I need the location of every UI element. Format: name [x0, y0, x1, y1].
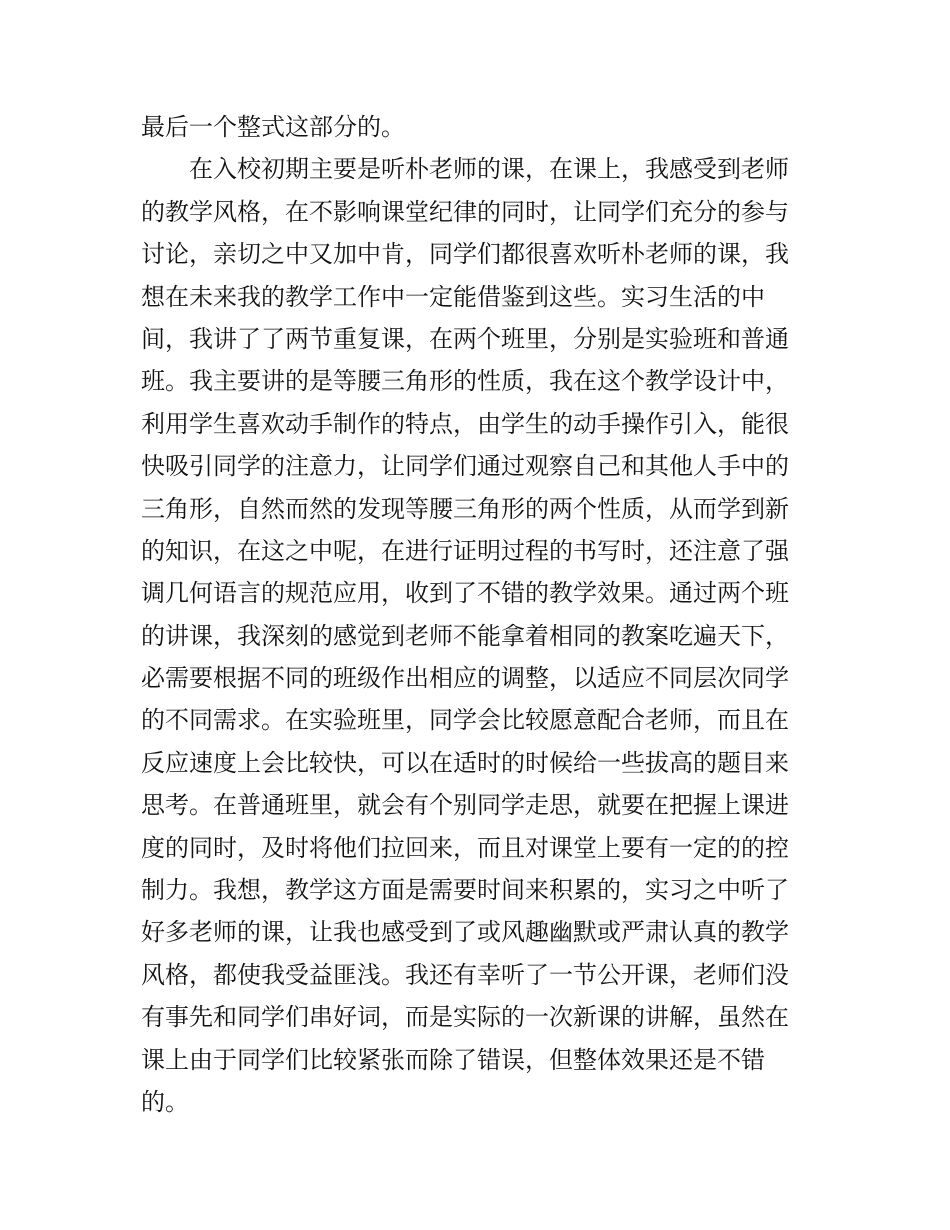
paragraph-first-line: 在入校初期主要是听朴老师的课，在课上，我感受到老师	[189, 155, 789, 184]
text-line: 的讲课，我深刻的感觉到老师不能拿着相同的教案吃遍天下，	[141, 621, 789, 650]
text-line: 调几何语言的规范应用，收到了不错的教学效果。通过两个班	[141, 579, 789, 608]
text-line: 想在未来我的教学工作中一定能借鉴到这些。实习生活的中	[141, 282, 765, 311]
text-line: 思考。在普通班里，就会有个别同学走思，就要在把握上课进	[141, 791, 789, 820]
text-line: 快吸引同学的注意力，让同学们通过观察自己和其他人手中的	[141, 452, 789, 481]
text-line: 好多老师的课，让我也感受到了或风趣幽默或严肃认真的教学	[141, 918, 789, 947]
text-line: 间，我讲了了两节重复课，在两个班里，分别是实验班和普通	[141, 324, 789, 353]
text-line: 必需要根据不同的班级作出相应的调整，以适应不同层次同学	[141, 664, 789, 693]
text-line: 制力。我想，教学这方面是需要时间来积累的，实习之中听了	[141, 876, 789, 905]
text-line: 度的同时，及时将他们拉回来，而且对课堂上要有一定的的控	[141, 833, 789, 862]
text-line: 的教学风格，在不影响课堂纪律的同时，让同学们充分的参与	[141, 197, 789, 226]
body-text	[141, 106, 821, 1123]
text-line: 的。	[141, 1087, 189, 1116]
text-line: 的知识，在这之中呢，在进行证明过程的书写时，还注意了强	[141, 536, 789, 565]
text-line: 最后一个整式这部分的。	[141, 113, 405, 141]
text-line: 利用学生喜欢动手制作的特点，由学生的动手操作引入，能很	[141, 409, 789, 438]
text-line: 课上由于同学们比较紧张而除了错误，但整体效果还是不错	[141, 1045, 765, 1074]
text-line: 班。我主要讲的是等腰三角形的性质，我在这个教学设计中，	[141, 367, 789, 396]
text-line: 的不同需求。在实验班里，同学会比较愿意配合老师，而且在	[141, 706, 789, 735]
text-line: 反应速度上会比较快，可以在适时的时候给一些拔高的题目来	[141, 748, 789, 777]
text-line: 风格，都使我受益匪浅。我还有幸听了一节公开课，老师们没	[141, 960, 789, 989]
text-line: 讨论，亲切之中又加中肯，同学们都很喜欢听朴老师的课，我	[141, 240, 789, 269]
text-line: 三角形，自然而然的发现等腰三角形的两个性质，从而学到新	[141, 494, 789, 523]
text-line: 有事先和同学们串好词，而是实际的一次新课的讲解，虽然在	[141, 1003, 789, 1032]
